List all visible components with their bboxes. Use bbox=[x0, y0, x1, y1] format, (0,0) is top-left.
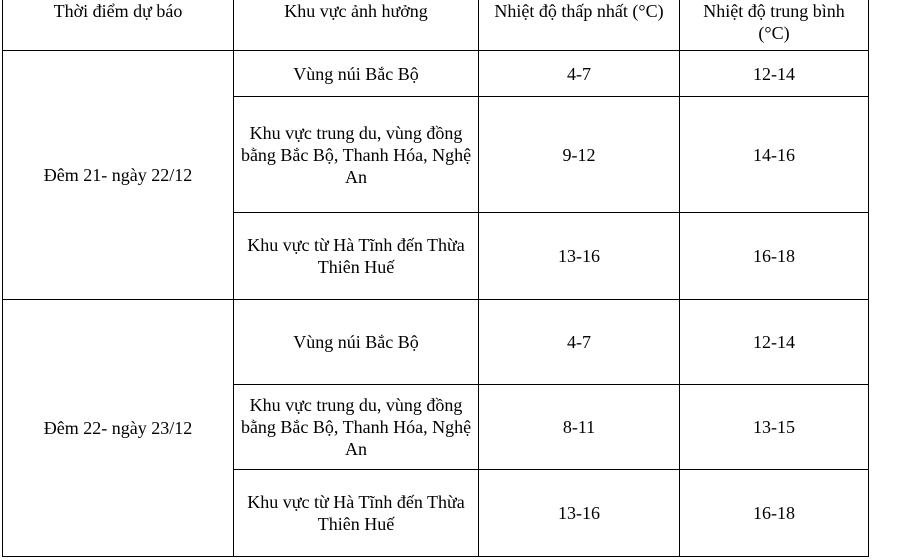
header-forecast-time: Thời điểm dự báo bbox=[3, 0, 234, 51]
region-cell: Khu vực từ Hà Tĩnh đến Thừa Thiên Huế bbox=[234, 213, 479, 300]
period-cell: Đêm 21- ngày 22/12 bbox=[3, 51, 234, 300]
min-temp-cell: 13-16 bbox=[479, 470, 680, 557]
avg-temp-cell: 14-16 bbox=[680, 97, 869, 213]
region-cell: Khu vực từ Hà Tĩnh đến Thừa Thiên Huế bbox=[234, 470, 479, 557]
min-temp-cell: 9-12 bbox=[479, 97, 680, 213]
table-header-row bbox=[3, 0, 869, 51]
avg-temp-cell: 13-15 bbox=[680, 385, 869, 470]
region-cell: Khu vực trung du, vùng đồng bằng Bắc Bộ, Thanh Hóa, Nghệ An bbox=[234, 97, 479, 213]
region-cell: Vùng núi Bắc Bộ bbox=[234, 51, 479, 97]
table-row bbox=[3, 300, 869, 385]
min-temp-cell: 8-11 bbox=[479, 385, 680, 470]
min-temp-cell: 4-7 bbox=[479, 51, 680, 97]
region-cell: Vùng núi Bắc Bộ bbox=[234, 300, 479, 385]
temperature-forecast-table bbox=[2, 0, 869, 557]
header-min-temperature: Nhiệt độ thấp nhất (°C) bbox=[479, 0, 680, 51]
period-cell: Đêm 22- ngày 23/12 bbox=[3, 300, 234, 557]
min-temp-cell: 4-7 bbox=[479, 300, 680, 385]
avg-temp-cell: 12-14 bbox=[680, 300, 869, 385]
table-row bbox=[3, 51, 869, 97]
avg-temp-cell: 12-14 bbox=[680, 51, 869, 97]
header-affected-area: Khu vực ảnh hưởng bbox=[234, 0, 479, 51]
min-temp-cell: 13-16 bbox=[479, 213, 680, 300]
header-avg-temperature: Nhiệt độ trung bình (°C) bbox=[680, 0, 869, 51]
region-cell: Khu vực trung du, vùng đồng bằng Bắc Bộ, Thanh Hóa, Nghệ An bbox=[234, 385, 479, 470]
avg-temp-cell: 16-18 bbox=[680, 470, 869, 557]
avg-temp-cell: 16-18 bbox=[680, 213, 869, 300]
